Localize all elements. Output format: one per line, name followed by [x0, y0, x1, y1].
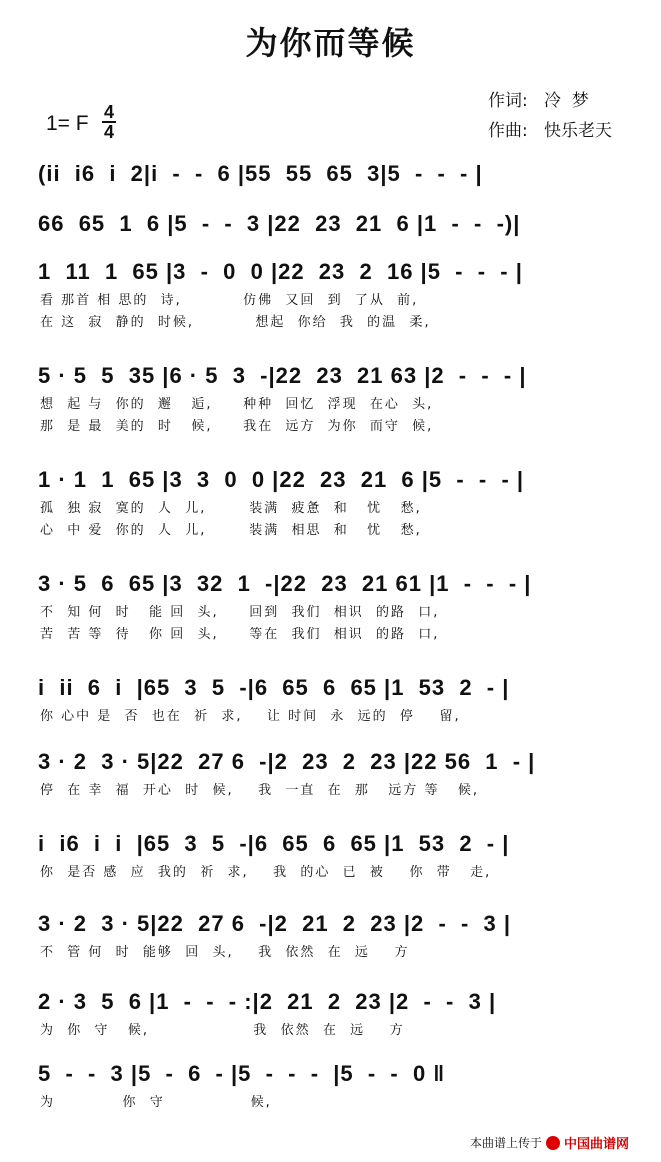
lyricist-credit: 作词: 冷 梦 — [488, 91, 589, 111]
site-name: 中国曲谱网 — [564, 1137, 630, 1152]
notation-line: i ii 6 i |65 3 5 -|6 65 6 65 |1 53 2 - | — [38, 675, 510, 700]
lyric-line-1: 为 你 守 候, 我 依然 在 远 方 — [40, 1023, 405, 1038]
notation-line: 3 · 5 6 65 |3 32 1 -|22 23 21 61 |1 - - - | — [38, 571, 532, 596]
lyric-line-2: 在 这 寂 静的 时候, 想起 你给 我 的温 柔, — [40, 315, 431, 330]
key-signature: 1= F 4 4 — [46, 102, 114, 142]
notation-line: 3 · 2 3 · 5|22 27 6 -|2 21 2 23 |2 - - 3 | — [38, 911, 512, 936]
notation-line: 2 · 3 5 6 |1 - - - :|2 21 2 23 |2 - - 3 | — [38, 989, 497, 1014]
lyric-line-1: 看 那首 相 思的 诗, 仿佛 又回 到 了从 前, — [40, 293, 419, 308]
lyric-line-1: 不 管 何 时 能够 回 头, 我 依然 在 远 方 — [40, 945, 410, 960]
lyric-line-1: 孤 独 寂 寞的 人 儿, 装满 疲惫 和 忧 愁, — [40, 501, 422, 516]
lyric-line-1: 你 心中 是 否 也在 祈 求, 让 时间 永 远的 停 留, — [40, 709, 461, 724]
notation-line: 1 11 1 65 |3 - 0 0 |22 23 2 16 |5 - - - | — [38, 259, 523, 284]
composer-credit: 作曲: 快乐老天 — [488, 121, 612, 141]
notation-line: i i6 i i |65 3 5 -|6 65 6 65 |1 53 2 - | — [38, 831, 510, 856]
notation-line: 3 · 2 3 · 5|22 27 6 -|2 23 2 23 |22 56 1 - | — [38, 749, 536, 774]
lyric-line-1: 想 起 与 你的 邂 逅, 种种 回忆 浮现 在心 头, — [40, 397, 434, 412]
song-title: 为你而等候 — [245, 24, 416, 62]
notation-line: 66 65 1 6 |5 - - 3 |22 23 21 6 |1 - - -)| — [38, 211, 521, 236]
notation-line: 5 - - 3 |5 - 6 - |5 - - - |5 - - 0 ‖ — [38, 1061, 446, 1086]
time-signature: 4 4 — [103, 102, 114, 142]
lyric-line-1: 停 在 幸 福 开心 时 候, 我 一直 在 那 远方 等 候, — [40, 783, 479, 798]
lyric-line-2: 那 是 最 美的 时 候, 我在 远方 为你 而守 候, — [40, 419, 434, 434]
lyric-line-1: 为 你 守 候, — [40, 1095, 272, 1110]
lyric-line-2: 苦 苦 等 待 你 回 头, 等在 我们 相识 的路 口, — [40, 627, 440, 642]
lyric-line-1: 不 知 何 时 能 回 头, 回到 我们 相识 的路 口, — [40, 605, 440, 620]
notation-line: 5 · 5 5 35 |6 · 5 3 -|22 23 21 63 |2 - - - | — [38, 363, 527, 388]
footer-credit: 本曲谱上传于 中国曲谱网 — [470, 1133, 629, 1152]
notation-line: 1 · 1 1 65 |3 3 0 0 |22 23 21 6 |5 - - - | — [38, 467, 525, 492]
site-logo-icon — [546, 1136, 560, 1150]
lyric-line-1: 你 是否 感 应 我的 祈 求, 我 的心 已 被 你 带 走, — [40, 865, 492, 880]
lyric-line-2: 心 中 爱 你的 人 儿, 装满 相思 和 忧 愁, — [40, 523, 422, 538]
notation-line: (ii i6 i 2|i - - 6 |55 55 65 3|5 - - - | — [38, 161, 483, 186]
